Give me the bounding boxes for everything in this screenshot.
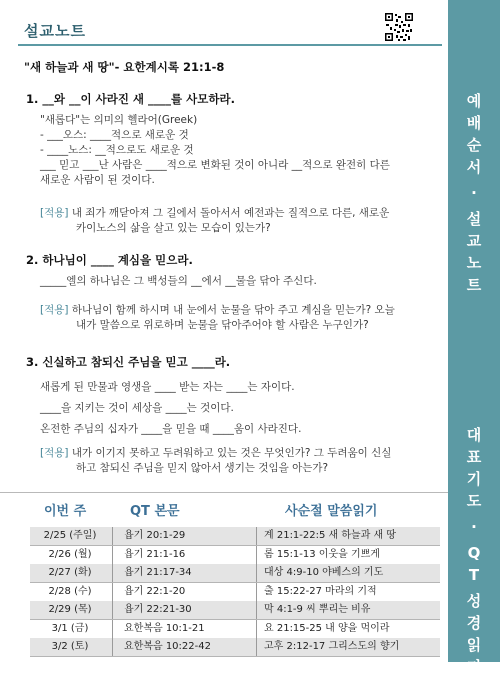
column-divider xyxy=(256,564,257,582)
schedule-header xyxy=(30,498,440,522)
right-sidebar xyxy=(448,0,500,676)
column-divider xyxy=(256,583,257,601)
section-2-body xyxy=(40,274,442,289)
schedule-date: 2/27 (화) xyxy=(48,567,92,578)
section-2-heading: 2. 하나님이 ____ 계심을 믿으라. xyxy=(26,253,193,267)
schedule-reading: 대상 4:9-10 야베스의 기도 xyxy=(264,567,384,578)
schedule-date: 3/2 (토) xyxy=(51,641,89,652)
sidebar-char: 읽 xyxy=(466,636,482,654)
sidebar-char: 경 xyxy=(466,614,482,632)
schedule-col-lent: 사순절 말씀읽기 xyxy=(285,504,378,519)
sidebar-char: 노 xyxy=(466,254,482,272)
section-1-heading: 1. __와 __이 사라진 새 ____를 사모하라. xyxy=(26,92,235,106)
section-3-line: 온전한 주님의 십자가 ____을 믿을 때 ____움이 사라진다. xyxy=(40,423,302,435)
section-1-body xyxy=(40,113,442,188)
qr-code-icon xyxy=(384,12,414,42)
schedule-qt: 욥기 20:1-29 xyxy=(124,530,186,541)
sidebar-char: 설 xyxy=(466,210,482,228)
section-3-body xyxy=(40,377,442,440)
section-1-line: ___ 믿고 ___난 사람은 ____적으로 변화된 것이 아니라 __적으로 완전히 다른 xyxy=(40,159,390,171)
schedule-reading: 출 15:22-27 마라의 기적 xyxy=(264,585,377,597)
schedule-reading: 막 4:1-9 씨 뿌리는 비유 xyxy=(264,604,371,615)
sidebar-char: · xyxy=(471,184,477,202)
column-divider xyxy=(112,620,113,638)
schedule-qt: 욥기 21:1-16 xyxy=(124,548,186,560)
schedule-reading: 계 21:1-22:5 새 하늘과 새 땅 xyxy=(264,530,397,541)
sidebar-bottom-label xyxy=(448,424,500,678)
schedule-date: 2/26 (월) xyxy=(48,548,92,560)
section-1-line: 새로운 사람이 된 것이다. xyxy=(40,174,155,186)
section-3-apply xyxy=(40,446,442,476)
section-3-line: ____을 지키는 것이 세상을 ____는 것이다. xyxy=(40,402,234,414)
section-1-line: - ____노스: __적으로도 새로운 것 xyxy=(40,144,194,156)
apply-tag: [적용] xyxy=(40,207,69,219)
sidebar-char: 기 xyxy=(466,470,482,488)
apply-text: 카이노스의 삶을 살고 있는 모습이 있는가? xyxy=(76,222,271,234)
section-2-line: _____엘의 하나님은 그 백성들의 __에서 __물을 닦아 주신다. xyxy=(40,275,317,287)
sidebar-char: 순 xyxy=(466,136,482,154)
schedule-row xyxy=(30,638,440,656)
schedule-qt: 요한복음 10:1-21 xyxy=(124,622,205,634)
column-divider xyxy=(112,583,113,601)
section-1-line: - ___오스: ____적으로 새로운 것 xyxy=(40,129,189,141)
schedule-reading: 요 21:15-25 내 양을 먹이라 xyxy=(264,622,390,634)
column-divider xyxy=(112,564,113,582)
sidebar-char: 성 xyxy=(466,592,482,610)
schedule-date: 2/25 (주일) xyxy=(43,530,97,541)
column-divider xyxy=(112,638,113,656)
sidebar-char: Q xyxy=(467,544,481,562)
apply-text: 하나님이 함께 하시며 내 눈에서 눈물을 닦아 주고 계심을 믿는가? 오늘 xyxy=(71,304,395,316)
sidebar-char: 기 xyxy=(466,658,482,676)
schedule-date: 2/29 (목) xyxy=(48,604,92,615)
section-3-line: 새롭게 된 만물과 영생을 ____ 받는 자는 ____는 자이다. xyxy=(40,381,295,393)
column-divider xyxy=(256,546,257,564)
sidebar-char: T xyxy=(468,566,480,584)
section-1-line: "새롭다"는 의미의 헬라어(Greek) xyxy=(40,114,198,126)
apply-text: 내 죄가 깨닫아져 그 길에서 돌아서서 예전과는 질적으로 다른, 새로운 xyxy=(71,207,390,219)
schedule-date: 3/1 (금) xyxy=(51,622,89,634)
sidebar-char: 트 xyxy=(466,276,482,294)
schedule-reading: 롬 15:1-13 이웃을 기쁘게 xyxy=(264,548,380,560)
schedule-row xyxy=(30,583,440,601)
schedule-row xyxy=(30,546,440,564)
schedule-qt: 욥기 21:17-34 xyxy=(124,567,192,578)
sermon-title: "새 하늘과 새 땅"- 요한계시록 21:1-8 xyxy=(24,60,225,74)
sidebar-top-label xyxy=(448,90,500,296)
schedule-qt: 요한복음 10:22-42 xyxy=(124,641,211,652)
sidebar-char: · xyxy=(471,518,477,536)
sidebar-char: 대 xyxy=(466,426,482,444)
schedule-date: 2/28 (수) xyxy=(48,585,92,597)
schedule-reading: 고후 2:12-17 그리스도의 향기 xyxy=(264,641,400,652)
schedule-qt: 욥기 22:21-30 xyxy=(124,604,192,615)
page-header-title: 설교노트 xyxy=(24,22,86,40)
schedule-row xyxy=(30,564,440,582)
column-divider xyxy=(112,527,113,545)
sidebar-char: 예 xyxy=(466,92,482,110)
apply-text: 하고 참되신 주님을 믿지 않아서 생기는 것임을 아는가? xyxy=(76,462,329,474)
column-divider xyxy=(256,601,257,619)
column-divider xyxy=(256,620,257,638)
apply-tag: [적용] xyxy=(40,304,69,316)
row-divider xyxy=(30,656,440,657)
schedule-qt: 욥기 22:1-20 xyxy=(124,585,186,597)
apply-text: 내가 이기지 못하고 두려워하고 있는 것은 무엇인가? 그 두려움이 신실 xyxy=(71,447,392,459)
section-1-apply xyxy=(40,206,442,236)
schedule-row xyxy=(30,527,440,545)
sidebar-char: 교 xyxy=(466,232,482,250)
schedule-divider xyxy=(0,492,448,493)
section-2-apply xyxy=(40,303,442,333)
column-divider xyxy=(256,638,257,656)
apply-tag: [적용] xyxy=(40,447,69,459)
sidebar-char: 도 xyxy=(466,492,482,510)
apply-text: 내가 말씀으로 위로하며 눈물을 닦아주어야 할 사람은 누구인가? xyxy=(76,319,369,331)
column-divider xyxy=(112,601,113,619)
sidebar-char: 서 xyxy=(466,158,482,176)
column-divider xyxy=(112,546,113,564)
sidebar-char: 배 xyxy=(466,114,482,132)
section-3-heading: 3. 신실하고 참되신 주님을 믿고 ____라. xyxy=(26,355,231,369)
column-divider xyxy=(256,527,257,545)
schedule-col-week: 이번 주 xyxy=(44,504,87,519)
schedule-row xyxy=(30,601,440,619)
sidebar-char: 표 xyxy=(466,448,482,466)
header-divider xyxy=(18,44,442,46)
schedule-row xyxy=(30,620,440,638)
schedule-col-qt: QT 본문 xyxy=(130,504,180,519)
